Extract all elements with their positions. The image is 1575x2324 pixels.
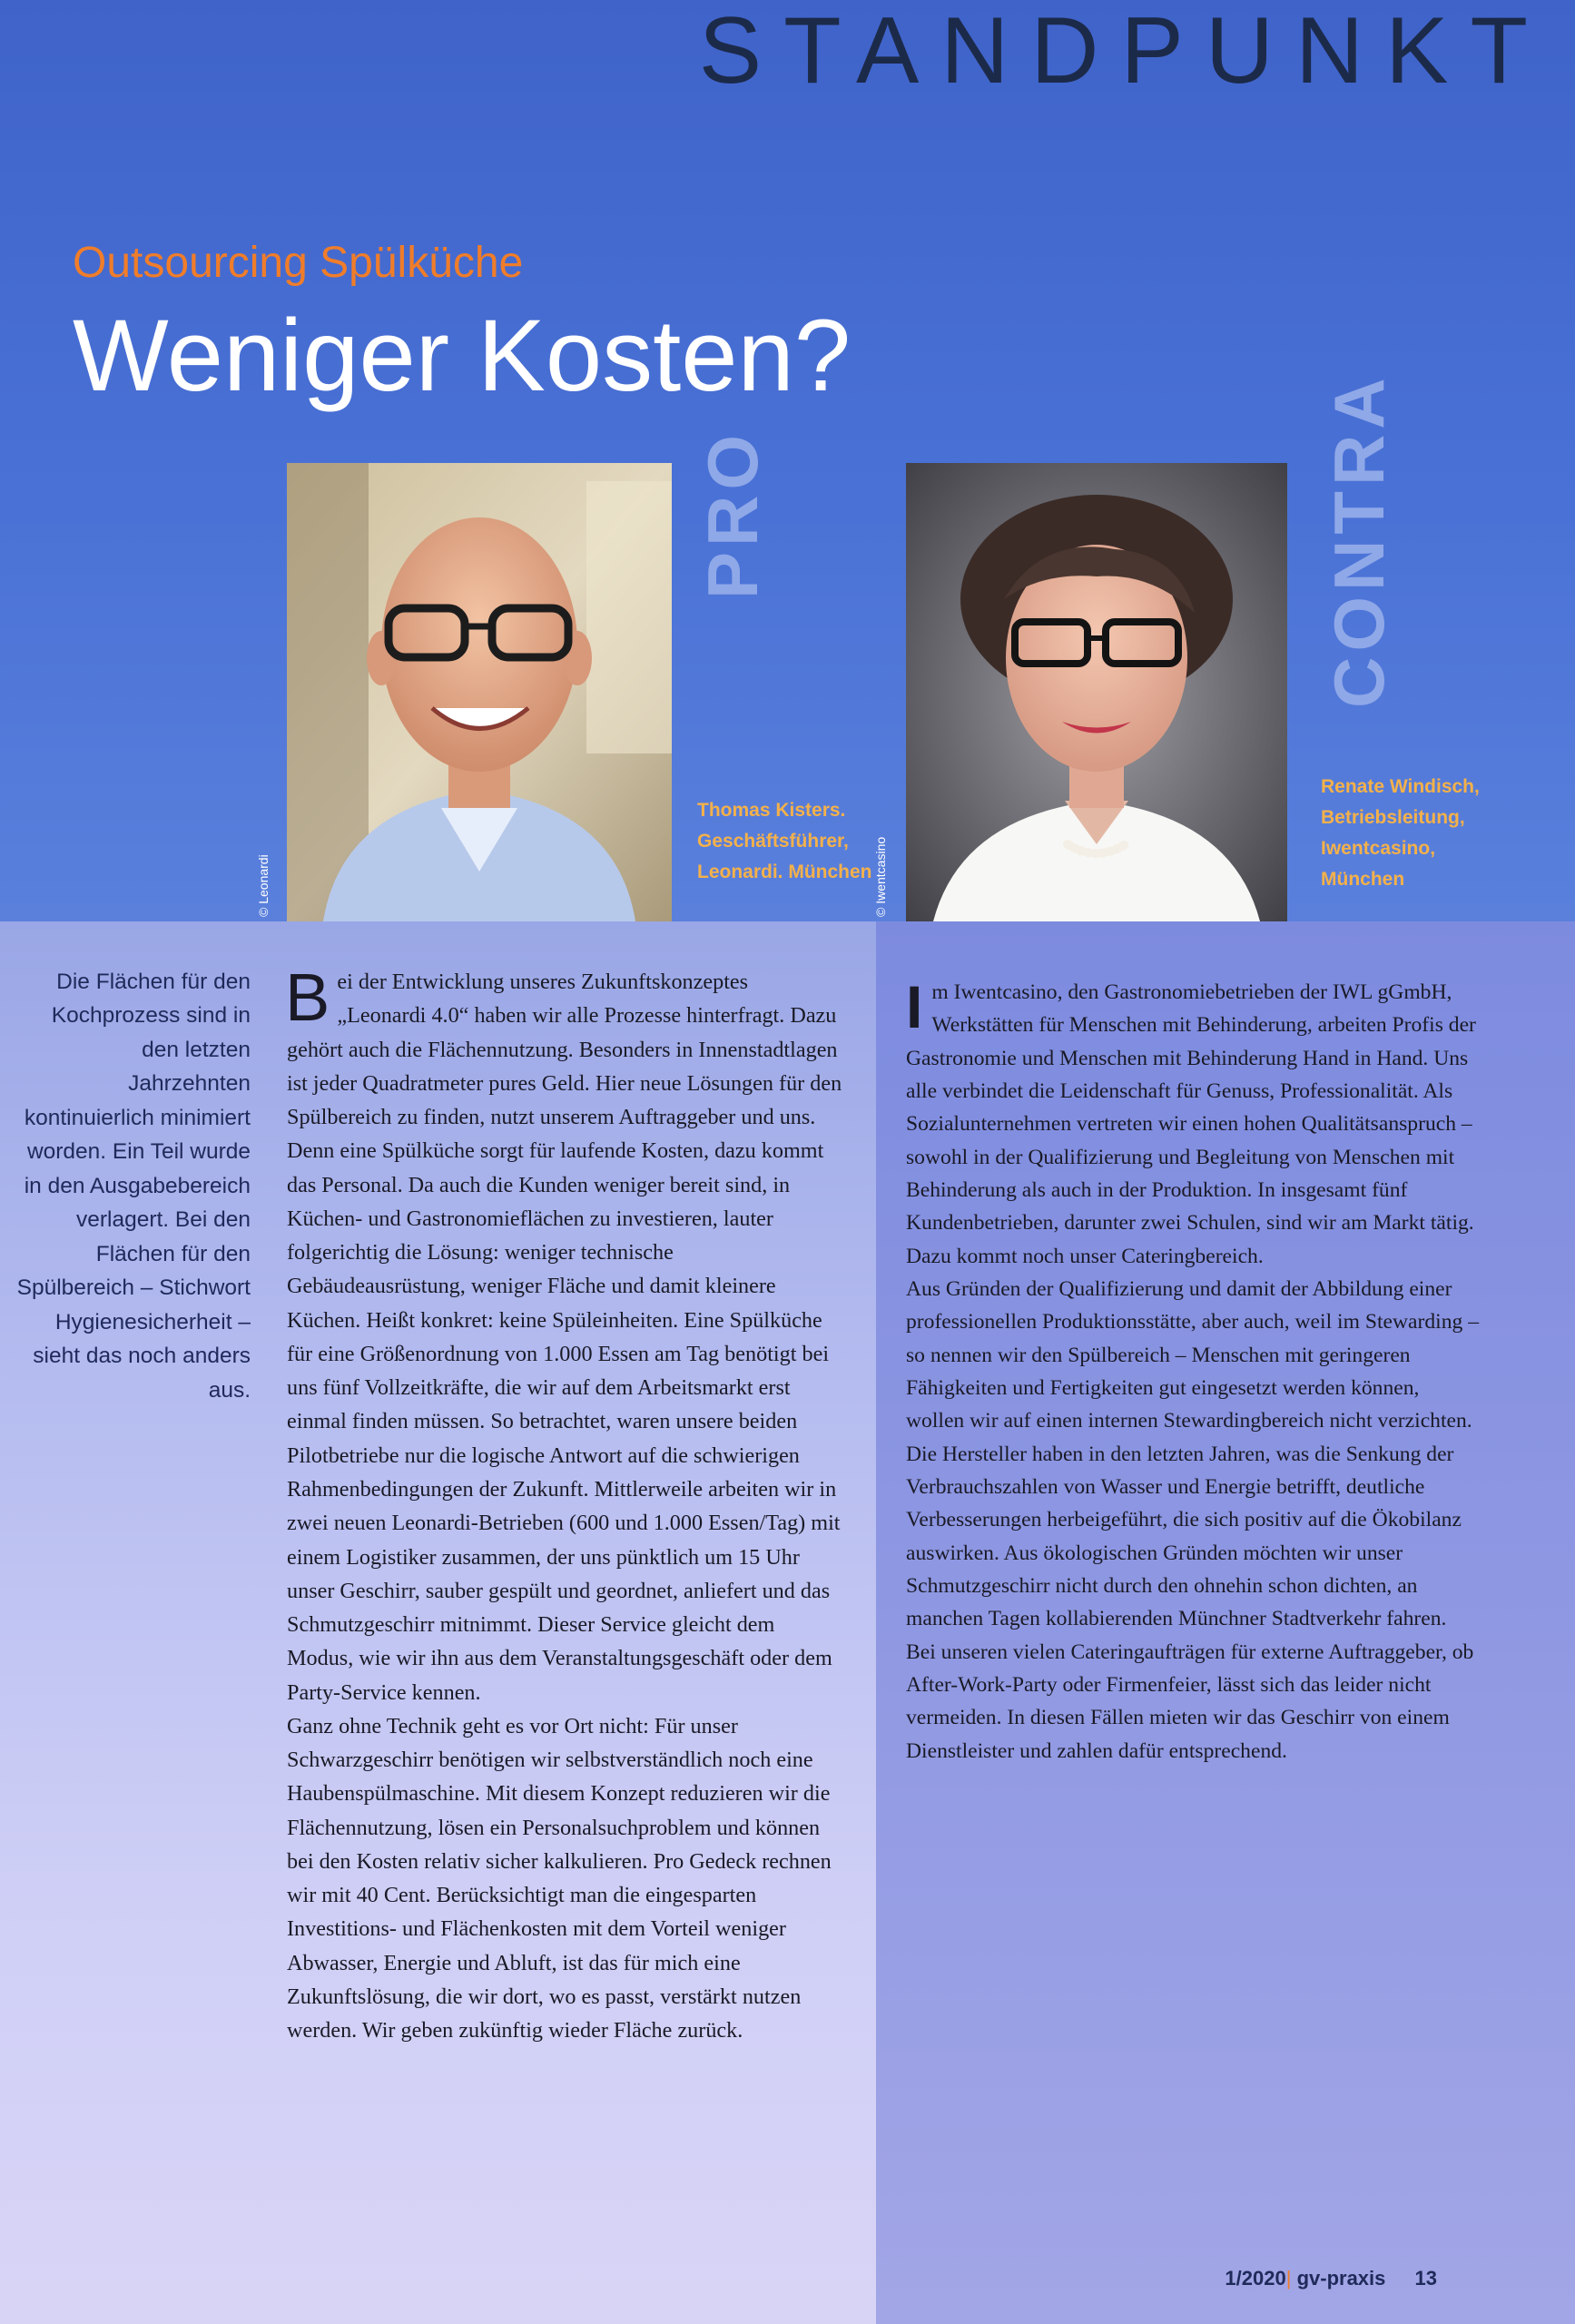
- pro-label: PRO: [693, 428, 773, 599]
- article-headline: Weniger Kosten?: [73, 299, 851, 412]
- caption-line: Iwentcasino,: [1321, 838, 1436, 860]
- paragraph-text: ei der Entwicklung unseres Zukunftskonzeptes „Leonardi 4.0“ haben wir alle Prozesse hinterfragt. Dazu gehört auch die Flächennutzung. Besonders in Innenstadtlagen ist jeder Quadratmeter pures Geld. Hier neue Lösungen für den Spülbereich zu finden, nutzt unserem Auftraggeber und uns. Denn eine Spülküche sorgt für laufende Kosten, dazu kommt das Personal. Da auch die Kunden weniger bereit sind, in Küchen- und Gastronomieflächen zu investieren, lauter folgerichtig die Lösung: weniger technische Gebäudeausrüstung, weniger Fläche und damit kleinere Küchen. Heißt konkret: keine Spüleinheiten. Eine Spülküche für eine Größenordnung von 1.000 Essen am Tag benötigt bei uns fünf Vollzeitkräfte, die wir auf dem Arbeitsmarkt erst einmal finden müssen. So betrachtet, waren unsere beiden Pilotbetriebe nur die logische Antwort auf die schwierigen Rahmenbedingungen der Zukunft. Mittlerweile arbeiten wir in zwei neuen Leonardi-Betrieben (600 und 1.000 Essen/Tag) mit einem Logistiker zusammen, der uns pünktlich um 15 Uhr unser Geschirr, sauber gespült und geordnet, anliefert und das Schmutzgeschirr mitnimmt. Dieser Service gleicht dem Modus, wie wir ihn aus dem Veranstaltungsgeschäft oder dem Party-Service kennen.: [287, 970, 842, 1705]
- caption-line: Renate Windisch,: [1321, 776, 1480, 797]
- footer-separator: |: [1285, 2267, 1292, 2290]
- caption-line: Leonardi. München: [697, 862, 872, 883]
- photo-credit-pro: © Leonardi: [256, 854, 271, 917]
- caption-line: Thomas Kisters.: [697, 800, 846, 821]
- portrait-thomas-kisters: [287, 463, 672, 921]
- body-paragraph: [285, 960, 842, 1709]
- pro-article-body: [285, 960, 842, 2048]
- pull-quote: Die Flächen für den Kochprozess sind in den letzten Jahrzehnten kontinuierlich minimiert worden. Ein Teil wurde in den Ausgabebereich verlagert. Bei den Flächen für den Spülbereich – Stichwort Hygienesicherheit – sieht das noch anders aus.: [16, 970, 251, 1403]
- caption-line: Betriebsleitung,: [1321, 807, 1465, 829]
- caption-contra: [1321, 772, 1502, 895]
- magazine-name: gv-praxis: [1296, 2267, 1386, 2290]
- portrait-renate-windisch: [906, 463, 1287, 921]
- photo-credit-contra: © Iwentcasino: [873, 836, 888, 917]
- issue-number: 1/2020: [1225, 2267, 1286, 2290]
- paragraph-text: m Iwentcasino, den Gastronomiebetrieben der IWL gGmbH, Werkstätten für Menschen mit Behinderung, arbeiten Profis der Gastronomie und Menschen mit Behinderung Hand in Hand. Uns alle verbindet die Leidenschaft für Genuss, Professionalität. Als Sozialunternehmen vertreten wir einen hohen Qualitätsanspruch – sowohl in der Qualifizierung und Begleitung von Menschen mit Behinderung als auch in der Produktion. In insgesamt fünf Kundenbetrieben, darunter zwei Schulen, sind wir am Markt tätig. Dazu kommt noch unser Cateringbereich.: [906, 980, 1476, 1268]
- body-paragraph: [906, 973, 1481, 1273]
- drop-cap: B: [285, 960, 330, 1035]
- body-paragraph: Ganz ohne Technik geht es vor Ort nicht: Für unser Schwarzgeschirr benötigen wir selbstverständlich noch eine Haubenspülmaschine. Mit diesem Konzept reduzieren wir die Flächennutzung, lösen ein Personalsuchproblem und können bei den Kosten relativ sicher kalkulieren. Pro Gedeck rechnen wir mit 40 Cent. Berücksichtigt man die eingesparten Investitions- und Flächenkosten mit dem Vorteil weniger Abwasser, Energie und Abluft, ist das für mich eine Zukunftslösung, die wir dort, wo es passt, verstärkt nutzen werden. Wir geben zukünftig wieder Fläche zurück.: [287, 1713, 832, 2043]
- caption-line: München: [1321, 869, 1405, 891]
- page-number: 13: [1414, 2267, 1437, 2290]
- caption-line: Geschäftsführer,: [697, 831, 849, 852]
- contra-article-body: [906, 973, 1481, 1768]
- contra-label: CONTRA: [1319, 372, 1399, 708]
- caption-pro: [697, 795, 870, 888]
- body-paragraph: Aus Gründen der Qualifizierung und damit der Abbildung einer professionellen Produktionsstätte, aber auch, weil im Stewarding – so nennen wir den Spülbereich – Menschen mit geringeren Fähigkeiten und Fertigkeiten gut eingesetzt werden können, wollen wir auf einen internen Stewardingbereich nicht verzichten. Die Hersteller haben in den letzten Jahren, was die Senkung der Verbrauchszahlen von Wasser und Energie betrifft, deutliche Verbesserungen herbeigeführt, die sich positiv auf die Ökobilanz auswirken. Aus ökologischen Gründen möchten wir unser Schmutzgeschirr nicht durch den ohnehin schon dichten, an manchen Tagen kollabierenden Münchner Stadtverkehr fahren. Bei unseren vielen Cateringaufträgen für externe Auftraggeber, ob After-Work-Party oder Firmenfeier, lässt sich das leider nicht vermeiden. In diesen Fällen mieten wir das Geschirr von einem Dienstleister und zahlen dafür entsprechend.: [906, 1276, 1479, 1763]
- article-kicker: Outsourcing Spülküche: [73, 239, 524, 287]
- section-title: STANDPUNKT: [698, 0, 1550, 103]
- drop-cap: I: [906, 973, 923, 1040]
- page-footer: [1225, 2267, 1437, 2290]
